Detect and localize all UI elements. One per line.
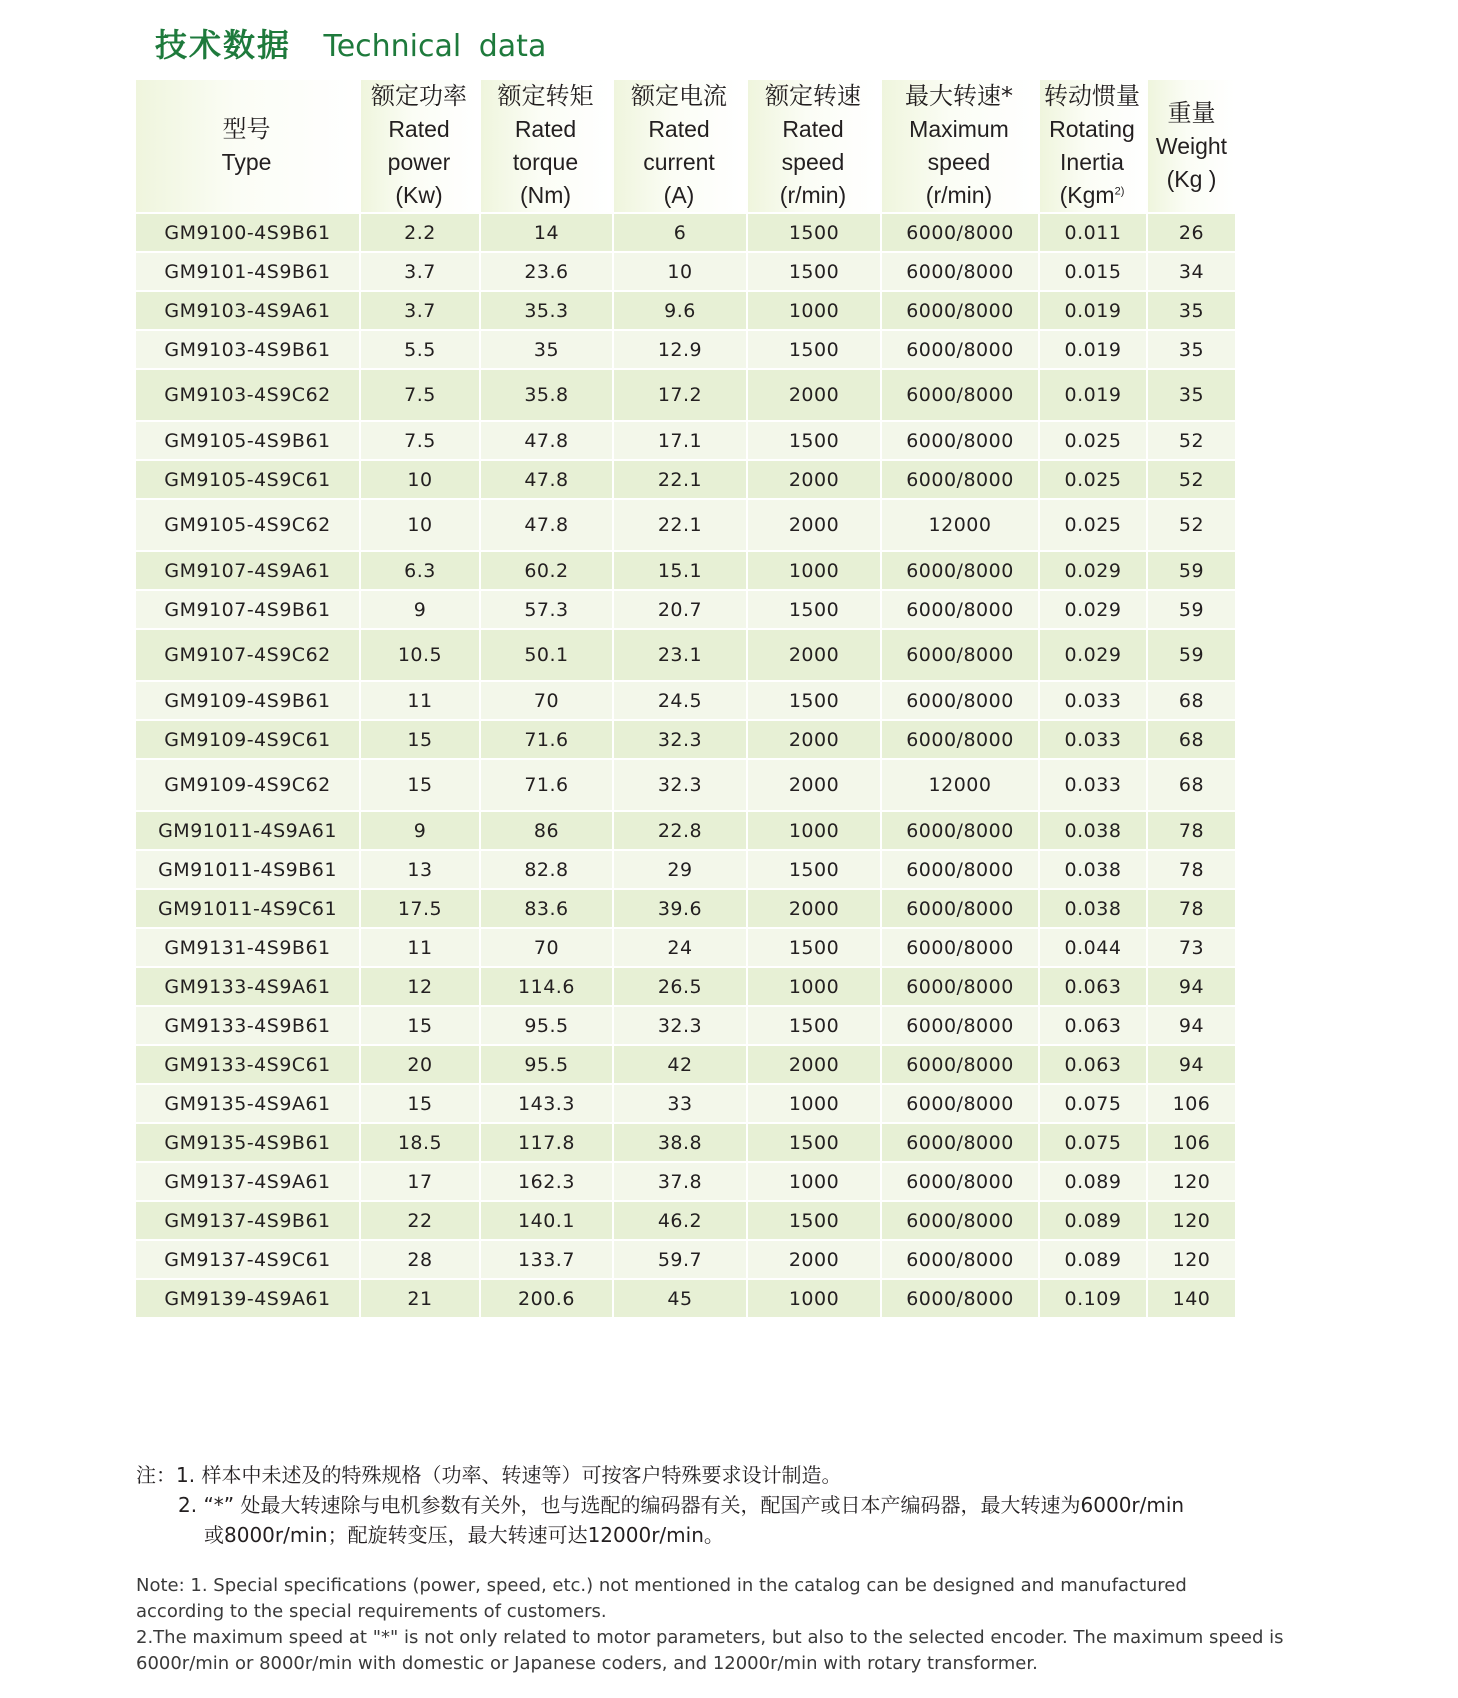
cell-type: GM9109-4S9C61 <box>136 719 361 758</box>
cell-rated-current: 24.5 <box>614 680 748 719</box>
table-row <box>136 628 1235 680</box>
cell-inertia: 0.089 <box>1040 1161 1148 1200</box>
cell-rated-current: 20.7 <box>614 589 748 628</box>
cell-rated-torque: 95.5 <box>481 1044 614 1083</box>
cell-rated-speed: 1500 <box>748 680 882 719</box>
cell-inertia: 0.029 <box>1040 550 1148 589</box>
cell-max-speed: 6000/8000 <box>882 420 1040 459</box>
cell-rated-power: 3.7 <box>361 251 481 290</box>
cell-weight: 35 <box>1148 368 1235 420</box>
cell-type: GM9133-4S9C61 <box>136 1044 361 1083</box>
cell-rated-current: 39.6 <box>614 888 748 927</box>
cell-rated-speed: 1000 <box>748 966 882 1005</box>
table-row <box>136 498 1235 550</box>
cell-type: GM9101-4S9B61 <box>136 251 361 290</box>
note-en-line: 2.The maximum speed at "*" is not only related to motor parameters, but also to the selected encoder. The maximum speed is <box>136 1627 1284 1648</box>
cell-max-speed: 6000/8000 <box>882 680 1040 719</box>
cell-rated-speed: 1500 <box>748 251 882 290</box>
cell-weight: 94 <box>1148 1044 1235 1083</box>
header-en: Rated <box>782 116 844 142</box>
cell-rated-power: 10.5 <box>361 628 481 680</box>
cell-inertia: 0.029 <box>1040 628 1148 680</box>
cell-rated-power: 17.5 <box>361 888 481 927</box>
cell-rated-current: 17.2 <box>614 368 748 420</box>
header-unit-base: (Kgm <box>1059 182 1115 208</box>
cell-max-speed: 6000/8000 <box>882 1200 1040 1239</box>
cell-rated-speed: 1500 <box>748 1005 882 1044</box>
cell-rated-power: 11 <box>361 927 481 966</box>
header-unit: (r/min) <box>779 182 847 208</box>
cell-type: GM9105-4S9C62 <box>136 498 361 550</box>
cell-inertia: 0.029 <box>1040 589 1148 628</box>
cell-rated-speed: 2000 <box>748 459 882 498</box>
header-rated-speed <box>748 80 882 212</box>
cell-rated-torque: 200.6 <box>481 1278 614 1317</box>
cell-rated-torque: 114.6 <box>481 966 614 1005</box>
cell-weight: 59 <box>1148 628 1235 680</box>
cell-max-speed: 6000/8000 <box>882 212 1040 251</box>
header-en: Inertia <box>1060 149 1124 175</box>
cell-weight: 52 <box>1148 459 1235 498</box>
cell-inertia: 0.025 <box>1040 420 1148 459</box>
cell-weight: 35 <box>1148 329 1235 368</box>
cell-inertia: 0.038 <box>1040 849 1148 888</box>
cell-type: GM91011-4S9A61 <box>136 810 361 849</box>
cell-rated-power: 10 <box>361 459 481 498</box>
table-body <box>136 212 1235 1317</box>
cell-inertia: 0.033 <box>1040 680 1148 719</box>
table-row <box>136 849 1235 888</box>
note-en-line: 6000r/min or 8000r/min with domestic or Japanese coders, and 12000r/min with rotary transformer. <box>136 1653 1038 1674</box>
header-unit: (Kw) <box>395 182 443 208</box>
cell-rated-current: 17.1 <box>614 420 748 459</box>
cell-rated-speed: 1000 <box>748 1278 882 1317</box>
cell-rated-speed: 1500 <box>748 849 882 888</box>
title-chinese: 技术数据 <box>155 26 292 64</box>
cell-rated-torque: 47.8 <box>481 459 614 498</box>
table-row <box>136 550 1235 589</box>
cell-type: GM9107-4S9A61 <box>136 550 361 589</box>
cell-rated-current: 32.3 <box>614 758 748 810</box>
cell-type: GM9137-4S9A61 <box>136 1161 361 1200</box>
cell-rated-speed: 1000 <box>748 550 882 589</box>
cell-type: GM9133-4S9B61 <box>136 1005 361 1044</box>
cell-rated-power: 9 <box>361 810 481 849</box>
cell-type: GM9105-4S9C61 <box>136 459 361 498</box>
cell-rated-power: 11 <box>361 680 481 719</box>
cell-max-speed: 6000/8000 <box>882 1122 1040 1161</box>
cell-weight: 106 <box>1148 1122 1235 1161</box>
table-row <box>136 758 1235 810</box>
cell-rated-current: 32.3 <box>614 1005 748 1044</box>
header-en: Rated <box>648 116 710 142</box>
cell-rated-current: 12.9 <box>614 329 748 368</box>
cell-type: GM9133-4S9A61 <box>136 966 361 1005</box>
cell-weight: 78 <box>1148 888 1235 927</box>
header-en: Maximum <box>909 116 1009 142</box>
header-cn: 型号 <box>222 115 271 143</box>
cell-rated-power: 21 <box>361 1278 481 1317</box>
cell-weight: 120 <box>1148 1239 1235 1278</box>
cell-rated-torque: 140.1 <box>481 1200 614 1239</box>
cell-weight: 94 <box>1148 1005 1235 1044</box>
cell-rated-current: 37.8 <box>614 1161 748 1200</box>
note-cn-line: 或8000r/min；配旋转变压，最大转速可达12000r/min。 <box>204 1523 724 1547</box>
cell-rated-power: 15 <box>361 758 481 810</box>
cell-type: GM9107-4S9B61 <box>136 589 361 628</box>
table-row <box>136 1122 1235 1161</box>
cell-rated-torque: 50.1 <box>481 628 614 680</box>
cell-weight: 120 <box>1148 1200 1235 1239</box>
cell-rated-speed: 1500 <box>748 927 882 966</box>
cell-type: GM9131-4S9B61 <box>136 927 361 966</box>
cell-rated-speed: 2000 <box>748 498 882 550</box>
cell-max-speed: 6000/8000 <box>882 290 1040 329</box>
cell-rated-torque: 35 <box>481 329 614 368</box>
cell-max-speed: 12000 <box>882 498 1040 550</box>
cell-inertia: 0.033 <box>1040 719 1148 758</box>
technical-data-table <box>136 80 1235 1317</box>
table-row <box>136 459 1235 498</box>
note-en-line: Note: 1. Special specifications (power, speed, etc.) not mentioned in the catalog can be designed and manufactured <box>136 1575 1187 1596</box>
cell-rated-power: 17 <box>361 1161 481 1200</box>
cell-rated-speed: 2000 <box>748 888 882 927</box>
cell-rated-speed: 2000 <box>748 628 882 680</box>
cell-rated-torque: 95.5 <box>481 1005 614 1044</box>
cell-rated-power: 6.3 <box>361 550 481 589</box>
cell-weight: 59 <box>1148 589 1235 628</box>
cell-rated-speed: 1500 <box>748 1122 882 1161</box>
header-en: Rotating <box>1049 116 1135 142</box>
cell-rated-current: 6 <box>614 212 748 251</box>
cell-rated-power: 15 <box>361 719 481 758</box>
cell-inertia: 0.089 <box>1040 1200 1148 1239</box>
cell-type: GM9103-4S9A61 <box>136 290 361 329</box>
cell-type: GM91011-4S9B61 <box>136 849 361 888</box>
cell-rated-torque: 82.8 <box>481 849 614 888</box>
cell-type: GM9137-4S9B61 <box>136 1200 361 1239</box>
header-weight <box>1148 80 1235 212</box>
table-row <box>136 1005 1235 1044</box>
cell-rated-power: 7.5 <box>361 420 481 459</box>
cell-rated-power: 5.5 <box>361 329 481 368</box>
cell-rated-speed: 1000 <box>748 810 882 849</box>
table-row <box>136 810 1235 849</box>
cell-rated-torque: 57.3 <box>481 589 614 628</box>
cell-rated-power: 28 <box>361 1239 481 1278</box>
cell-rated-torque: 162.3 <box>481 1161 614 1200</box>
header-en: power <box>387 149 451 175</box>
cell-max-speed: 6000/8000 <box>882 1044 1040 1083</box>
cell-rated-speed: 1500 <box>748 212 882 251</box>
cell-rated-speed: 1500 <box>748 329 882 368</box>
cell-rated-current: 10 <box>614 251 748 290</box>
header-type <box>136 80 361 212</box>
cell-max-speed: 6000/8000 <box>882 1239 1040 1278</box>
cell-rated-current: 22.1 <box>614 459 748 498</box>
cell-inertia: 0.075 <box>1040 1083 1148 1122</box>
cell-rated-torque: 143.3 <box>481 1083 614 1122</box>
cell-rated-current: 32.3 <box>614 719 748 758</box>
cell-inertia: 0.019 <box>1040 290 1148 329</box>
cell-inertia: 0.063 <box>1040 1005 1148 1044</box>
cell-inertia: 0.063 <box>1040 1044 1148 1083</box>
cell-rated-torque: 133.7 <box>481 1239 614 1278</box>
cell-rated-speed: 1000 <box>748 1083 882 1122</box>
cell-inertia: 0.025 <box>1040 459 1148 498</box>
cell-inertia: 0.075 <box>1040 1122 1148 1161</box>
header-en: current <box>643 149 715 175</box>
cell-rated-power: 9 <box>361 589 481 628</box>
header-rated-power <box>361 80 481 212</box>
cell-rated-torque: 86 <box>481 810 614 849</box>
cell-inertia: 0.025 <box>1040 498 1148 550</box>
cell-rated-power: 2.2 <box>361 212 481 251</box>
cell-rated-speed: 1000 <box>748 290 882 329</box>
table-row <box>136 1278 1235 1317</box>
title-english: Technical data <box>323 29 547 64</box>
cell-type: GM9107-4S9C62 <box>136 628 361 680</box>
cell-rated-torque: 35.3 <box>481 290 614 329</box>
cell-type: GM9135-4S9A61 <box>136 1083 361 1122</box>
cell-weight: 68 <box>1148 719 1235 758</box>
header-unit-sup: 2) <box>1114 185 1125 198</box>
table-row <box>136 927 1235 966</box>
cell-max-speed: 6000/8000 <box>882 719 1040 758</box>
cell-max-speed: 6000/8000 <box>882 459 1040 498</box>
cell-rated-current: 38.8 <box>614 1122 748 1161</box>
table-row <box>136 1044 1235 1083</box>
cell-rated-current: 9.6 <box>614 290 748 329</box>
cell-rated-power: 15 <box>361 1083 481 1122</box>
cell-rated-power: 18.5 <box>361 1122 481 1161</box>
cell-weight: 34 <box>1148 251 1235 290</box>
header-cn: 最大转速* <box>905 82 1013 110</box>
cell-weight: 52 <box>1148 420 1235 459</box>
cell-rated-current: 46.2 <box>614 1200 748 1239</box>
table-row <box>136 420 1235 459</box>
cell-rated-torque: 35.8 <box>481 368 614 420</box>
cell-max-speed: 6000/8000 <box>882 1005 1040 1044</box>
cell-rated-torque: 71.6 <box>481 758 614 810</box>
header-cn: 额定功率 <box>371 82 467 110</box>
header-en: Rated <box>388 116 450 142</box>
cell-rated-torque: 23.6 <box>481 251 614 290</box>
cell-rated-power: 10 <box>361 498 481 550</box>
header-rated-current <box>614 80 748 212</box>
cell-rated-power: 7.5 <box>361 368 481 420</box>
notes-chinese <box>136 1460 1256 1550</box>
cell-max-speed: 6000/8000 <box>882 849 1040 888</box>
cell-rated-current: 26.5 <box>614 966 748 1005</box>
cell-rated-current: 42 <box>614 1044 748 1083</box>
cell-type: GM9103-4S9C62 <box>136 368 361 420</box>
table-row <box>136 1239 1235 1278</box>
cell-rated-current: 23.1 <box>614 628 748 680</box>
cell-rated-torque: 117.8 <box>481 1122 614 1161</box>
cell-rated-torque: 47.8 <box>481 420 614 459</box>
cell-max-speed: 6000/8000 <box>882 810 1040 849</box>
cell-rated-current: 15.1 <box>614 550 748 589</box>
header-unit: (A) <box>663 182 695 208</box>
cell-inertia: 0.109 <box>1040 1278 1148 1317</box>
cell-max-speed: 6000/8000 <box>882 589 1040 628</box>
cell-weight: 68 <box>1148 758 1235 810</box>
cell-type: GM9139-4S9A61 <box>136 1278 361 1317</box>
cell-max-speed: 6000/8000 <box>882 329 1040 368</box>
header-cn: 额定转矩 <box>497 82 594 110</box>
cell-rated-torque: 47.8 <box>481 498 614 550</box>
table-row <box>136 251 1235 290</box>
cell-max-speed: 6000/8000 <box>882 1161 1040 1200</box>
note-en-line: according to the special requirements of customers. <box>136 1601 607 1622</box>
cell-type: GM9103-4S9B61 <box>136 329 361 368</box>
cell-rated-current: 22.8 <box>614 810 748 849</box>
cell-rated-speed: 2000 <box>748 719 882 758</box>
cell-rated-speed: 2000 <box>748 368 882 420</box>
header-en: Rated <box>514 116 577 142</box>
header-en: speed <box>781 149 845 175</box>
cell-rated-current: 29 <box>614 849 748 888</box>
table-row <box>136 1161 1235 1200</box>
header-cn: 转动惯量 <box>1044 82 1140 110</box>
cell-rated-speed: 2000 <box>748 758 882 810</box>
cell-weight: 59 <box>1148 550 1235 589</box>
cell-inertia: 0.089 <box>1040 1239 1148 1278</box>
cell-inertia: 0.033 <box>1040 758 1148 810</box>
cell-weight: 94 <box>1148 966 1235 1005</box>
cell-rated-power: 13 <box>361 849 481 888</box>
cell-weight: 26 <box>1148 212 1235 251</box>
cell-rated-torque: 14 <box>481 212 614 251</box>
cell-inertia: 0.019 <box>1040 329 1148 368</box>
cell-inertia: 0.044 <box>1040 927 1148 966</box>
section-title <box>155 20 546 70</box>
cell-max-speed: 6000/8000 <box>882 966 1040 1005</box>
cell-max-speed: 6000/8000 <box>882 1083 1040 1122</box>
header-en: Weight <box>1155 132 1228 159</box>
cell-max-speed: 6000/8000 <box>882 888 1040 927</box>
header-cn: 额定转速 <box>765 82 861 110</box>
cell-type: GM9105-4S9B61 <box>136 420 361 459</box>
cell-type: GM91011-4S9C61 <box>136 888 361 927</box>
cell-max-speed: 6000/8000 <box>882 251 1040 290</box>
cell-weight: 78 <box>1148 849 1235 888</box>
cell-rated-torque: 70 <box>481 680 614 719</box>
cell-rated-speed: 2000 <box>748 1239 882 1278</box>
cell-rated-speed: 1500 <box>748 589 882 628</box>
cell-max-speed: 6000/8000 <box>882 927 1040 966</box>
cell-rated-current: 59.7 <box>614 1239 748 1278</box>
header-rated-torque <box>481 80 614 212</box>
cell-inertia: 0.015 <box>1040 251 1148 290</box>
cell-weight: 35 <box>1148 290 1235 329</box>
cell-rated-speed: 1500 <box>748 420 882 459</box>
cell-weight: 52 <box>1148 498 1235 550</box>
cell-max-speed: 12000 <box>882 758 1040 810</box>
cell-type: GM9135-4S9B61 <box>136 1122 361 1161</box>
table-row <box>136 368 1235 420</box>
cell-max-speed: 6000/8000 <box>882 628 1040 680</box>
table-row <box>136 1083 1235 1122</box>
cell-max-speed: 6000/8000 <box>882 368 1040 420</box>
cell-rated-power: 3.7 <box>361 290 481 329</box>
cell-rated-torque: 60.2 <box>481 550 614 589</box>
table-row <box>136 888 1235 927</box>
cell-type: GM9100-4S9B61 <box>136 212 361 251</box>
table-row <box>136 212 1235 251</box>
cell-rated-current: 33 <box>614 1083 748 1122</box>
cell-weight: 140 <box>1148 1278 1235 1317</box>
header-rotating-inertia <box>1040 80 1148 212</box>
table-row <box>136 290 1235 329</box>
cell-rated-current: 24 <box>614 927 748 966</box>
header-cn: 重量 <box>1167 98 1216 127</box>
note-cn-line: 注：1. 样本中未述及的特殊规格（功率、转速等）可按客户特殊要求设计制造。 <box>136 1463 842 1487</box>
cell-rated-speed: 1000 <box>748 1161 882 1200</box>
cell-rated-torque: 83.6 <box>481 888 614 927</box>
header-unit: (Nm) <box>519 182 572 208</box>
cell-max-speed: 6000/8000 <box>882 550 1040 589</box>
cell-rated-power: 22 <box>361 1200 481 1239</box>
cell-inertia: 0.011 <box>1040 212 1148 251</box>
cell-rated-power: 12 <box>361 966 481 1005</box>
table-row <box>136 589 1235 628</box>
table-row <box>136 329 1235 368</box>
cell-weight: 78 <box>1148 810 1235 849</box>
header-max-speed <box>882 80 1040 212</box>
cell-rated-torque: 71.6 <box>481 719 614 758</box>
header-en: Type <box>221 149 272 175</box>
cell-type: GM9137-4S9C61 <box>136 1239 361 1278</box>
table-row <box>136 719 1235 758</box>
table-row <box>136 966 1235 1005</box>
table-row <box>136 680 1235 719</box>
header-unit: (r/min) <box>925 182 993 208</box>
cell-weight: 68 <box>1148 680 1235 719</box>
cell-rated-power: 15 <box>361 1005 481 1044</box>
cell-weight: 73 <box>1148 927 1235 966</box>
table-header-row <box>136 80 1235 212</box>
cell-rated-speed: 1500 <box>748 1200 882 1239</box>
cell-type: GM9109-4S9B61 <box>136 680 361 719</box>
cell-rated-torque: 70 <box>481 927 614 966</box>
header-cn: 额定电流 <box>631 82 727 110</box>
cell-rated-current: 22.1 <box>614 498 748 550</box>
cell-type: GM9109-4S9C62 <box>136 758 361 810</box>
cell-rated-power: 20 <box>361 1044 481 1083</box>
cell-inertia: 0.019 <box>1040 368 1148 420</box>
cell-inertia: 0.038 <box>1040 888 1148 927</box>
cell-weight: 120 <box>1148 1161 1235 1200</box>
cell-inertia: 0.038 <box>1040 810 1148 849</box>
cell-max-speed: 6000/8000 <box>882 1278 1040 1317</box>
cell-rated-speed: 2000 <box>748 1044 882 1083</box>
header-unit <box>1040 179 1144 212</box>
cell-weight: 106 <box>1148 1083 1235 1122</box>
note-cn-line: 2. “*” 处最大转速除与电机参数有关外，也与选配的编码器有关，配国产或日本产编码器，最大转速为6000r/min <box>178 1493 1185 1517</box>
table-row <box>136 1200 1235 1239</box>
header-unit: (Kg ) <box>1166 165 1217 192</box>
header-en: speed <box>927 149 991 175</box>
header-en: torque <box>512 149 579 175</box>
cell-rated-current: 45 <box>614 1278 748 1317</box>
cell-inertia: 0.063 <box>1040 966 1148 1005</box>
notes-english <box>136 1573 1284 1677</box>
